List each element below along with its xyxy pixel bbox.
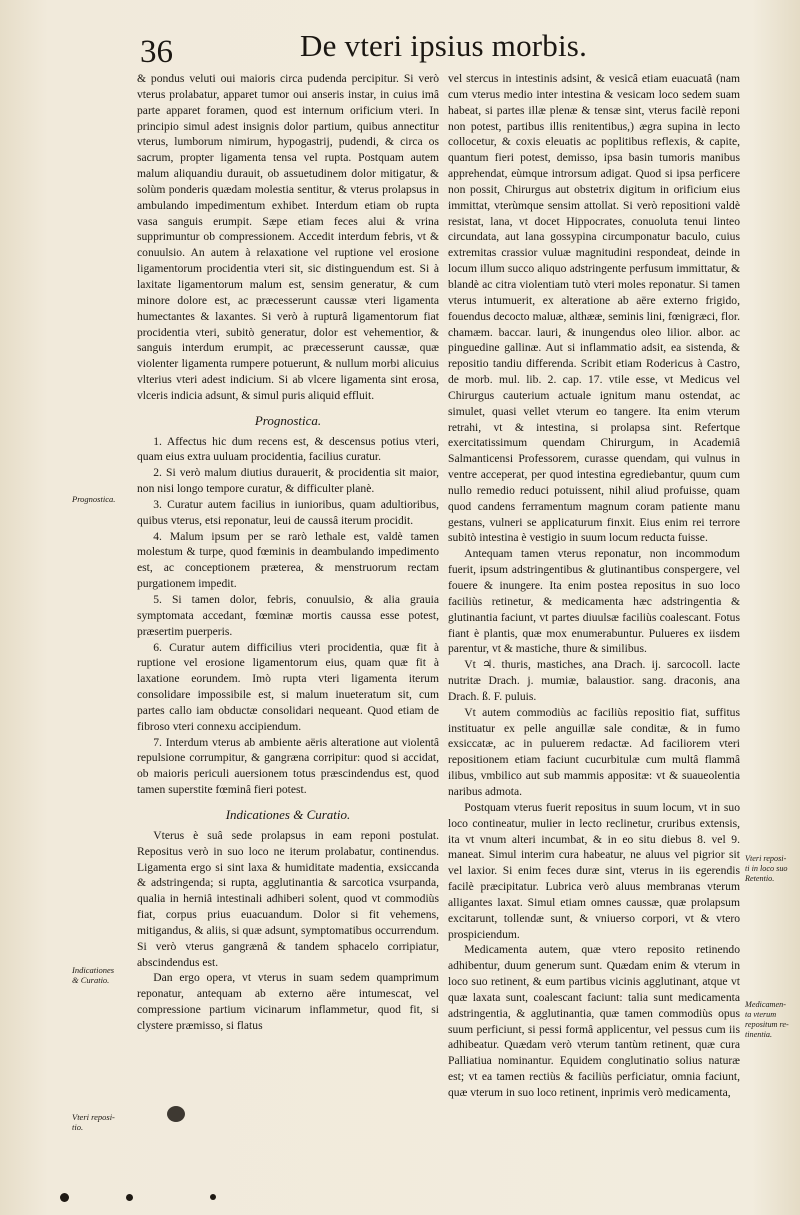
page-number: 36 [140,34,173,70]
paragraph-recipe: Vt ♃. thuris, mastiches, ana Drach. ij. sarcocoll. lacte nutritæ Drach. j. mumiæ, balaustior. sang. draconis, ana Drach. ß. F. puluis. [448,658,740,703]
ink-blot [60,1193,69,1202]
right-text-column [448,71,740,1101]
margin-note-medicamenta [745,1000,799,1040]
prognosis-3: 3. Curatur autem facilius in iunioribus, quam adultioribus, quibus vterus, etsi reponatur, leui de caussâ iterum procidit. [137,497,439,527]
margin-note-line: tinentia. [745,1030,773,1039]
margin-note-line: ti in loco suo [745,864,788,873]
margin-note-indicationes [72,965,132,985]
paragraph-symptoms: & pondus veluti oui maioris circa pudenda percipitur. Si verò vterus prolabatur, apparet tumor oui anseris instar, in cuius imâ parte apparet foramen, quod est internum orificium vteri. In principio simul adest insignis dolor partium, quibus annectitur vterus, lumborum nimirum, hypogastrij, pudendi, & circa os sacrum, propter ligamenta tensa vel rupta. Postquam autem malum aliquandiu durauit, ob assuetudinem dolor mitigatur, & solùm ponderis quædam molestia sentitur, & vterus prolapsus in ambulando impedimentum exhibet. Interdum etiam ob rupta vasa sanguis erumpit. Sæpe etiam feces alui & vrina supprimuntur ob compressionem. Accedit interdum febris, vt & conuulsio. An autem à relaxatione vel ruptione vel erosione ligamentorum procidentia vteri sit, sic distinguendum est. Si à laxitate ligamentorum malum est, sensim generatur, & cum minore dolore est, ac præcesserunt caussæ vteri ligamenta humectantes & laxantes. Si verò à rupturâ ligamentorum fiat procidentia vteri, subitò generatur, dolor est vehementior, & sanguis interdum erumpit, ac præcesserunt caussæ, quæ violenter ligamenta rumpere potuerunt, & nullum morbi alicuius vlterius vteri adest indicium. Si ab vlcere ligamenta sint erosa, vlceris indicia adsunt, & simul puris aliquid effluit. [137,72,439,402]
margin-note-line: & Curatio. [72,975,110,985]
margin-note-line: repositum re- [745,1020,789,1029]
ink-blot [210,1194,216,1200]
paragraph-indications: Vterus è suâ sede prolapsus in eam reponi postulat. Repositus verò in suo loco ne iterum prolabatur, continendus. Ligamenta ergo si sint laxa & humiditate madentia, exsiccanda & adstringenda; si rupta, agglutinantia & sarcotica vsurpanda, qualia in herniâ intestinali adhiberi solent, quod vt commodiùs fiat, corpus prius euacuandum. Dolor si fit vehemens, mitigandus, & aliis, si quæ adsunt, symptomatibus occurrendum. Si verò vterus gangrænâ & tandem sphacelo corripiatur, abscindendus est. [137,828,439,969]
prognosis-7: 7. Interdum vterus ab ambiente aëris alteratione aut violentâ repulsione corrumpitur, & gangræna corripitur: quod si accidat, ob maioris periculi auersionem totus præscindendus est, quod tamen superstite fœminâ fieri potest. [137,735,439,797]
margin-note-line: tio. [72,1122,84,1132]
paragraph-medicaments: Medicamenta autem, quæ vtero reposito retinendo adhibentur, duum generum sunt. Quædam enim & vterum in loco suo retinent, & eum partibus vicinis agglutinant, atque vt quæ laxata sunt, coalescant faciunt: talia sunt medicamenta adstringentia, & agglutinantia, quæ tamen commodiùs opus suum perficiunt, si pessi formâ applicentur, vel pessus cum iis adhibeatur. Quædam verò vterum tantùm retinent, quæ cura Palliatiua nominantur. Equidem conglutinatio solius naturæ est; vt ea tamen rectiùs & faciliùs perficiatur, omnia faciunt, quæ vterum in suo loco retinent, inprimis verò medicamenta, [448,943,740,1099]
left-text-column [137,71,439,1034]
margin-note-line: Indicationes [72,965,115,975]
margin-note-line: Medicamen- [745,1000,786,1009]
prognosis-6: 6. Curatur autem difficilius vteri procidentia, quæ fit à ruptione vel erosione ligamentorum eius, quam quæ fit à laxatione eorundem. Imò rupta vteri ligamenta iterum consolidare impossibile est, si malum inueteratum sit, cum partes callo iam obductæ consolidari nequeant. Quod etiam de fibroso vteri connexu accipiendum. [137,640,439,733]
prognosis-2: 2. Si verò malum diutius durauerit, & procidentia sit maior, non nisi longo tempore curatur, & difficulter planè. [137,466,439,496]
margin-note-line: Prognostica. [72,494,116,504]
margin-note-vteri-repositio [72,1112,132,1132]
paragraph-reduction: vel stercus in intestinis adsint, & vesicâ etiam euacuatâ (nam cum vterus medio inter intestina & vesicam loco sedem suam habeat, si partes illæ plenæ & tensæ sint, vterus facilè reponi non potest, partibus illis renitentibus,) ægra supina in lecto collocetur, & coxis eleuatis ac poplitibus reflexis, & capite, quantum fieri potest, demisso, ipsa basin tumoris manibus apprehendat, eùmque introrsum adigat. Quod si ipsa perficere non possit, Chirurgus aut obstetrix digitum in orificium eius immittat, vterùmque sensim attollat. Si verò repositioni valdè resistat, lana, vt docet Hippocrates, conuoluta tenui linteo circundata, aut lana gossypina circumponatur baculo, cuius extremitas crassior vuluæ magnitudini respondeat, deinde in locum illum succo aliquo adstringente perfusum immittatur, & blandè ac citra violentiam tutò vteri moles reponatur. Si tamen vterus intumuerit, ex alteratione ab aëre externo frigido, fouendus decocto maluæ, althææ, seminis lini, fœnigræci, flor. chamæm. baccar. lauri, & inungendus oleo lilior. albor. ac pinguedine gallinæ. Aut si inflammatio adsit, ea sistenda, & repositio tandiu differenda. Scribit etiam Rodericus à Castro, de morb. mul. lib. 2. cap. 17. vtile esse, vt Medicus vel Chirurgus cauterium actuale ignitum manu ostendat, ac simulet, quasi vellet vterum eo tangere. Ita enim vterum retrahi, vt & intestina, si prolapsa sint. Refertque exercitatissimum quendam Chirurgum, in Academiâ Salmanticensi Professorem, curasse quendam, qui vulnus in ventre acceperat, per quod intestina egrediebantur, quum cum nullo remedio reduci potuissent, nihil aliud profuisse, quam quod candens ferramentum magnum coram patiente manu gestans, vulneri se applicaturum finxit. Eius enim rei terrore subitò intestina è vestigio in suum locum reducta fuisse. [448,72,740,545]
margin-note-prognostica [72,494,132,504]
margin-note-line: Vteri reposi- [72,1112,115,1122]
heading-indicationes: Indicationes & Curatio. [225,806,351,822]
prognosis-4: 4. Malum ipsum per se rarò lethale est, valdè tamen molestum & turpe, quod fœminis in deambulando impedimento est, ac conceptionem præterea, & menstruorum rectam purgationem impedit. [137,529,439,591]
prognosis-5: 5. Si tamen dolor, febris, conuulsio, & alia grauia symptomata accedant, fœminæ mortis caussa esse potest, præsertim puerperis. [137,593,439,638]
margin-note-retentio [745,854,799,884]
ink-blot [167,1106,185,1122]
running-title: De vteri ipsius morbis. [300,28,588,63]
heading-prognostica: Prognostica. [254,412,322,428]
paragraph-astringents: Antequam tamen vterus reponatur, non incommodum fuerit, ipsum adstringentibus & glutinantibus conspergere, vel fouere & inungere. Ita enim postea repositus in suo loco faciliùs retinetur, & medicamenta hæc adstringentia & glutinantia faciunt, vt partes diuulsæ faciliùs coalescant. Fotus fiant è plantis, quæ mox enumerabuntur. Pulueres ex iisdem parentur, vt & mastiche, thure & similibus. [448,547,740,656]
margin-note-line: Vteri reposi- [745,854,787,863]
margin-note-line: ta vterum [745,1010,777,1019]
ink-blot [126,1194,133,1201]
paragraph-suffitus: Vt autem commodiùs ac faciliùs repositio fiat, suffitus instituatur ex pelle anguillæ sale conditæ, & in fumo exsiccatæ, ac in puluerem redactæ. Ad faciliorem vteri repositionem etiam faciunt cucurbitulæ cum multâ flammâ ilibus, vmbilico aut sub mammis appositæ: vt & suaueolentia naribus admota. [448,705,740,798]
prognosis-1: 1. Affectus hic dum recens est, & descensus potius vteri, quam eius extra uuluam procidentia, facilius curatur. [137,434,439,464]
margin-note-line: Retentio. [745,874,775,883]
paragraph-retention: Postquam vterus fuerit repositus in suum locum, vt in suo loco contineatur, mulier in lecto reclinetur, cruribus extensis, ita vt vnum alteri incumbat, & in eo situ diebus 8. vel 9. maneat. Simul interim cura habeatur, ne aluus vel pigrior sit vel laxior. Si enim feces duræ sint, vterus in iis egerendis facilè præcipitatur. Lubrica verò aluus membranas vterum alligantes laxat. Simul etiam omnes caussæ, quæ prolapsum excitarunt, tollendæ sunt, & vniuerso corpori, vt & vtero prospiciendum. [448,800,740,941]
paragraph-repositio: Dan ergo opera, vt vterus in suam sedem quamprimum reponatur, antequam ab externo aëre intumescat, vel compressione partium vicinarum inflammetur, quod fit, si clystere præmisso, si flatus [137,971,439,1032]
